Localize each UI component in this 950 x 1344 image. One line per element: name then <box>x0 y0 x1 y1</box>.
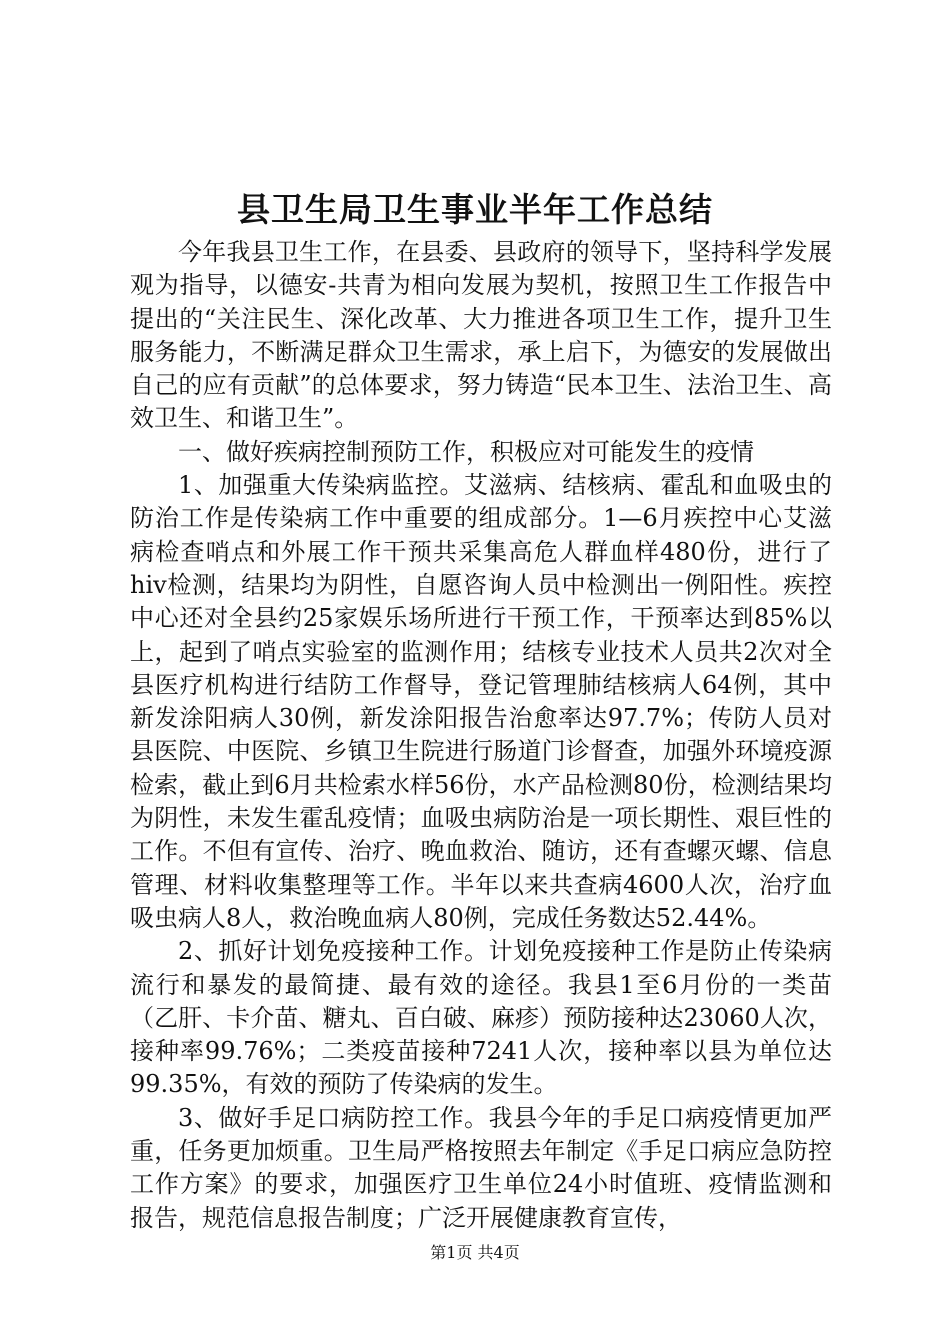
paragraph-hand-foot-mouth: 3、做好手足口病防控工作。我县今年的手足口病疫情更加严重，任务更加烦重。卫生局严格按照去年制定《手足口病应急防控工作方案》的要求，加强医疗卫生单位24小时值班、疫情监测和报告，规范信息报告制度；广泛开展健康教育宣传， <box>130 1103 832 1232</box>
paragraph-intro: 今年我县卫生工作，在县委、县政府的领导下，坚持科学发展观为指导，以德安-共青为相向发展为契机，按照卫生工作报告中提出的“关注民生、深化改革、大力推进各项卫生工作，提升卫生服务能力，不断满足群众卫生需求，承上启下，为德安的发展做出自己的应有贡献”的总体要求，努力铸造“民本卫生、法治卫生、高效卫生、和谐卫生”。 <box>130 238 832 433</box>
page-footer: 第1页 共4页 <box>430 1243 520 1262</box>
document-body <box>130 236 832 1235</box>
document-title: 县卫生局卫生事业半年工作总结 <box>237 190 713 229</box>
paragraph-disease-monitoring: 1、加强重大传染病监控。艾滋病、结核病、霍乱和血吸虫的防治工作是传染病工作中重要的组成部分。1—6月疾控中心艾滋病检查哨点和外展工作干预共采集高危人群血样480份，进行了hiv检测，结果均为阴性，自愿咨询人员中检测出一例阳性。疾控中心还对全县约25家娱乐场所进行干预工作，干预率达到85%以上，起到了哨点实验室的监测作用；结核专业技术人员共2次对全县医疗机构进行结防工作督导，登记管理肺结核病人64例，其中新发涂阳病人30例，新发涂阳报告治愈率达97.7%；传防人员对县医院、中医院、乡镇卫生院进行肠道门诊督查，加强外环境疫源检索，截止到6月共检索水样56份，水产品检测80份，检测结果均为阴性，未发生霍乱疫情；血吸虫病防治是一项长期性、艰巨性的工作。不但有宣传、治疗、晚血救治、随访，还有查螺灭螺、信息管理、材料收集整理等工作。半年以来共查病4600人次，治疗血吸虫病人8人，救治晚血病人80例，完成任务数达52.44%。 <box>130 471 832 932</box>
paragraph-immunization: 2、抓好计划免疫接种工作。计划免疫接种工作是防止传染病流行和暴发的最简捷、最有效的途径。我县1至6月份的一类苗（乙肝、卡介苗、糖丸、百白破、麻疹）预防接种达23060人次，接种率99.76%；二类疫苗接种7241人次，接种率以县为单位达99.35%，有效的预防了传染病的发生。 <box>130 937 832 1099</box>
section-heading-1: 一、做好疾病控制预防工作，积极应对可能发生的疫情 <box>178 437 754 466</box>
